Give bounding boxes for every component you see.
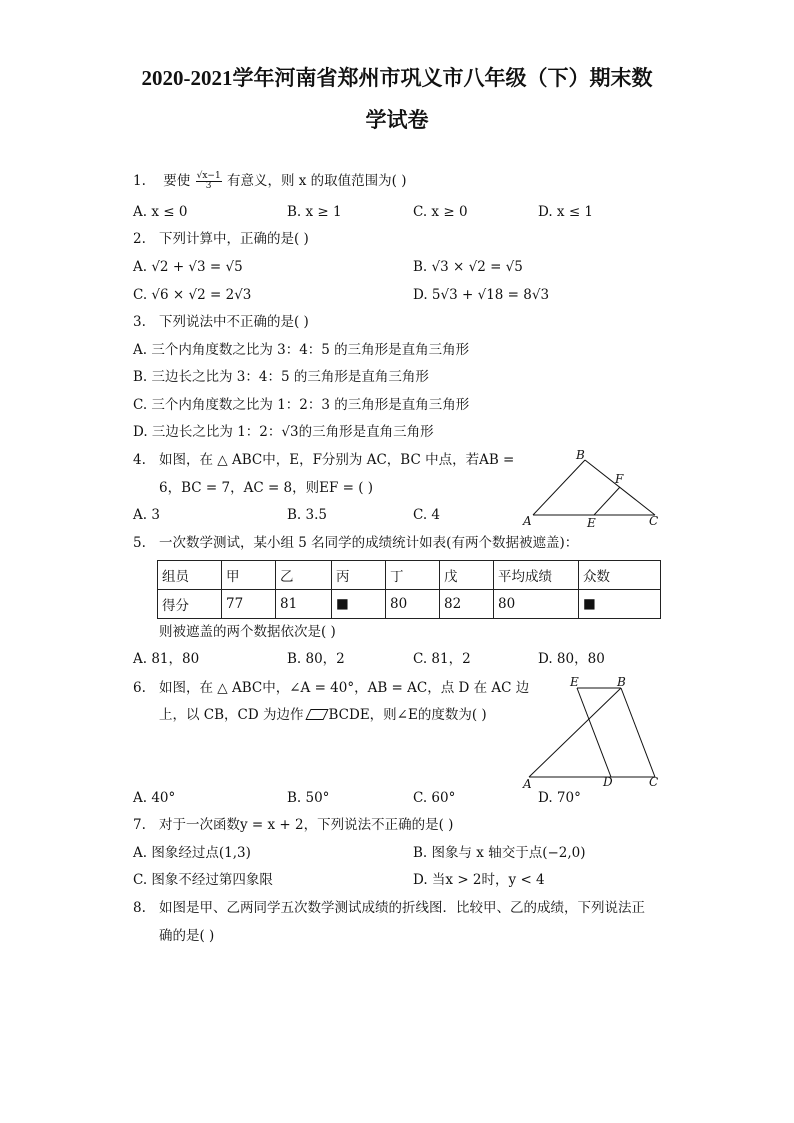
label-d: D — [603, 775, 613, 789]
question-stem-line1: 如图是甲、乙两同学五次数学测试成绩的折线图．比较甲、乙的成绩，下列说法正 — [159, 900, 645, 916]
question-2 — [133, 230, 309, 248]
question-7 — [133, 816, 453, 834]
question-stem-post: 有意义，则 x 的取值范围为( ) — [226, 173, 407, 189]
segment-ef — [594, 487, 620, 515]
question-number: 5. — [133, 535, 146, 551]
option-b: B. 80，2 — [287, 651, 345, 667]
table-cell: ■ — [332, 590, 386, 619]
option-c: C. 81，2 — [413, 651, 471, 667]
table-cell: 甲 — [222, 561, 276, 590]
question-5 — [133, 534, 578, 552]
option-b: B. 图象与 x 轴交于点(−2,0) — [413, 845, 586, 861]
option-c: C. 4 — [413, 507, 441, 523]
triangle-figure-q4 — [515, 445, 665, 530]
question-stem-line2 — [159, 706, 487, 724]
option-c: C. √6 × √2 = 2√3 — [133, 287, 252, 303]
option-b: B. 3.5 — [287, 507, 327, 523]
question-stem-line1: 如图，在 △ ABC中，∠A = 40°，AB = AC，点 D 在 AC 边 — [159, 680, 530, 696]
table-cell: 众数 — [579, 561, 661, 590]
table-cell: ■ — [579, 590, 661, 619]
question-stem-line2b: BCDE，则∠E的度数为( ) — [328, 707, 487, 723]
option-a: A. 40° — [133, 790, 176, 806]
question-number: 4. — [133, 452, 146, 468]
question-stem-line2: 6，BC = 7，AC = 8，则EF = ( ) — [159, 480, 374, 496]
table-cell: 81 — [276, 590, 332, 619]
table-row — [158, 590, 661, 619]
option-d: D. 5√3 + √18 = 8√3 — [413, 287, 550, 303]
table-header-row — [158, 561, 661, 590]
option-d: D. 70° — [538, 790, 581, 806]
question-stem: 对于一次函数y = x + 2，下列说法不正确的是( ) — [159, 817, 454, 833]
table-cell: 82 — [440, 590, 494, 619]
label-c: C — [649, 775, 659, 789]
table-cell: 丁 — [386, 561, 440, 590]
question-stem-line2a: 上，以 CB，CD 为边作 — [159, 707, 304, 723]
question-stem-pre: 要使 — [163, 173, 191, 189]
question-stem: 下列计算中，正确的是( ) — [159, 231, 309, 247]
label-b: B — [576, 448, 585, 462]
label-b: B — [617, 675, 626, 689]
segment-ab — [533, 460, 585, 515]
option-b: B. 50° — [287, 790, 330, 806]
parallelogram-figure-q6 — [515, 672, 665, 792]
segment-ed — [577, 688, 611, 777]
option-a: A. x ≤ 0 — [133, 204, 188, 220]
question-1 — [133, 172, 407, 191]
segment-bc — [621, 688, 655, 777]
option-c: C. 三个内角度数之比为 1：2：3 的三角形是直角三角形 — [133, 397, 470, 413]
table-cell: 77 — [222, 590, 276, 619]
fraction-numerator: √x−1 — [196, 171, 221, 181]
option-a: A. √2 + √3 = √5 — [133, 259, 243, 275]
label-e: E — [570, 675, 579, 689]
option-b: B. √3 × √2 = √5 — [413, 259, 523, 275]
option-b: B. x ≥ 1 — [287, 204, 342, 220]
exam-title-line2: 学试卷 — [365, 108, 429, 132]
question-3 — [133, 313, 309, 331]
table-cell: 得分 — [158, 590, 222, 619]
question-6 — [133, 679, 529, 697]
scores-table — [157, 560, 661, 619]
option-a: A. 图象经过点(1,3) — [133, 845, 251, 861]
table-cell: 组员 — [158, 561, 222, 590]
option-d: D. 当x > 2时，y < 4 — [413, 872, 545, 888]
question-stem-line1: 如图，在 △ ABC中，E，F分别为 AC，BC 中点，若AB = — [159, 452, 515, 468]
question-number: 1. — [133, 173, 146, 189]
question-stem-after-table: 则被遮盖的两个数据依次是( ) — [159, 624, 336, 640]
table-cell: 戊 — [440, 561, 494, 590]
option-d: D. 三边长之比为 1：2：√3的三角形是直角三角形 — [133, 424, 434, 440]
table-cell: 80 — [386, 590, 440, 619]
option-a: A. 三个内角度数之比为 3：4：5 的三角形是直角三角形 — [133, 342, 470, 358]
fraction — [196, 172, 222, 191]
option-a: A. 81，80 — [133, 651, 200, 667]
fraction-denominator: 3 — [205, 181, 212, 191]
table-cell: 平均成绩 — [494, 561, 579, 590]
label-f: F — [615, 472, 624, 486]
option-c: C. 60° — [413, 790, 456, 806]
option-d: D. 80，80 — [538, 651, 605, 667]
question-4 — [133, 451, 514, 469]
question-number: 8. — [133, 900, 146, 916]
label-c: C — [649, 514, 659, 528]
table-cell: 乙 — [276, 561, 332, 590]
segment-ab — [529, 688, 621, 777]
question-number: 6. — [133, 680, 146, 696]
label-a: A — [523, 514, 532, 528]
label-e: E — [587, 516, 596, 530]
label-a: A — [523, 777, 532, 791]
question-stem: 一次数学测试，某小组 5 名同学的成绩统计如表(有两个数据被遮盖)： — [159, 535, 579, 551]
option-b: B. 三边长之比为 3：4：5 的三角形是直角三角形 — [133, 369, 429, 385]
question-number: 2. — [133, 231, 146, 247]
question-stem-line2: 确的是( ) — [159, 928, 215, 944]
question-8 — [133, 899, 645, 917]
option-c: C. x ≥ 0 — [413, 204, 468, 220]
option-c: C. 图象不经过第四象限 — [133, 872, 273, 888]
question-number: 3. — [133, 314, 146, 330]
question-number: 7. — [133, 817, 146, 833]
table-cell: 80 — [494, 590, 579, 619]
question-stem: 下列说法中不正确的是( ) — [159, 314, 309, 330]
exam-title-line1: 2020-2021学年河南省郑州市巩义市八年级（下）期末数 — [141, 66, 653, 90]
option-a: A. 3 — [133, 507, 160, 523]
table-cell: 丙 — [332, 561, 386, 590]
option-d: D. x ≤ 1 — [538, 204, 594, 220]
parallelogram-symbol-icon — [305, 709, 328, 720]
